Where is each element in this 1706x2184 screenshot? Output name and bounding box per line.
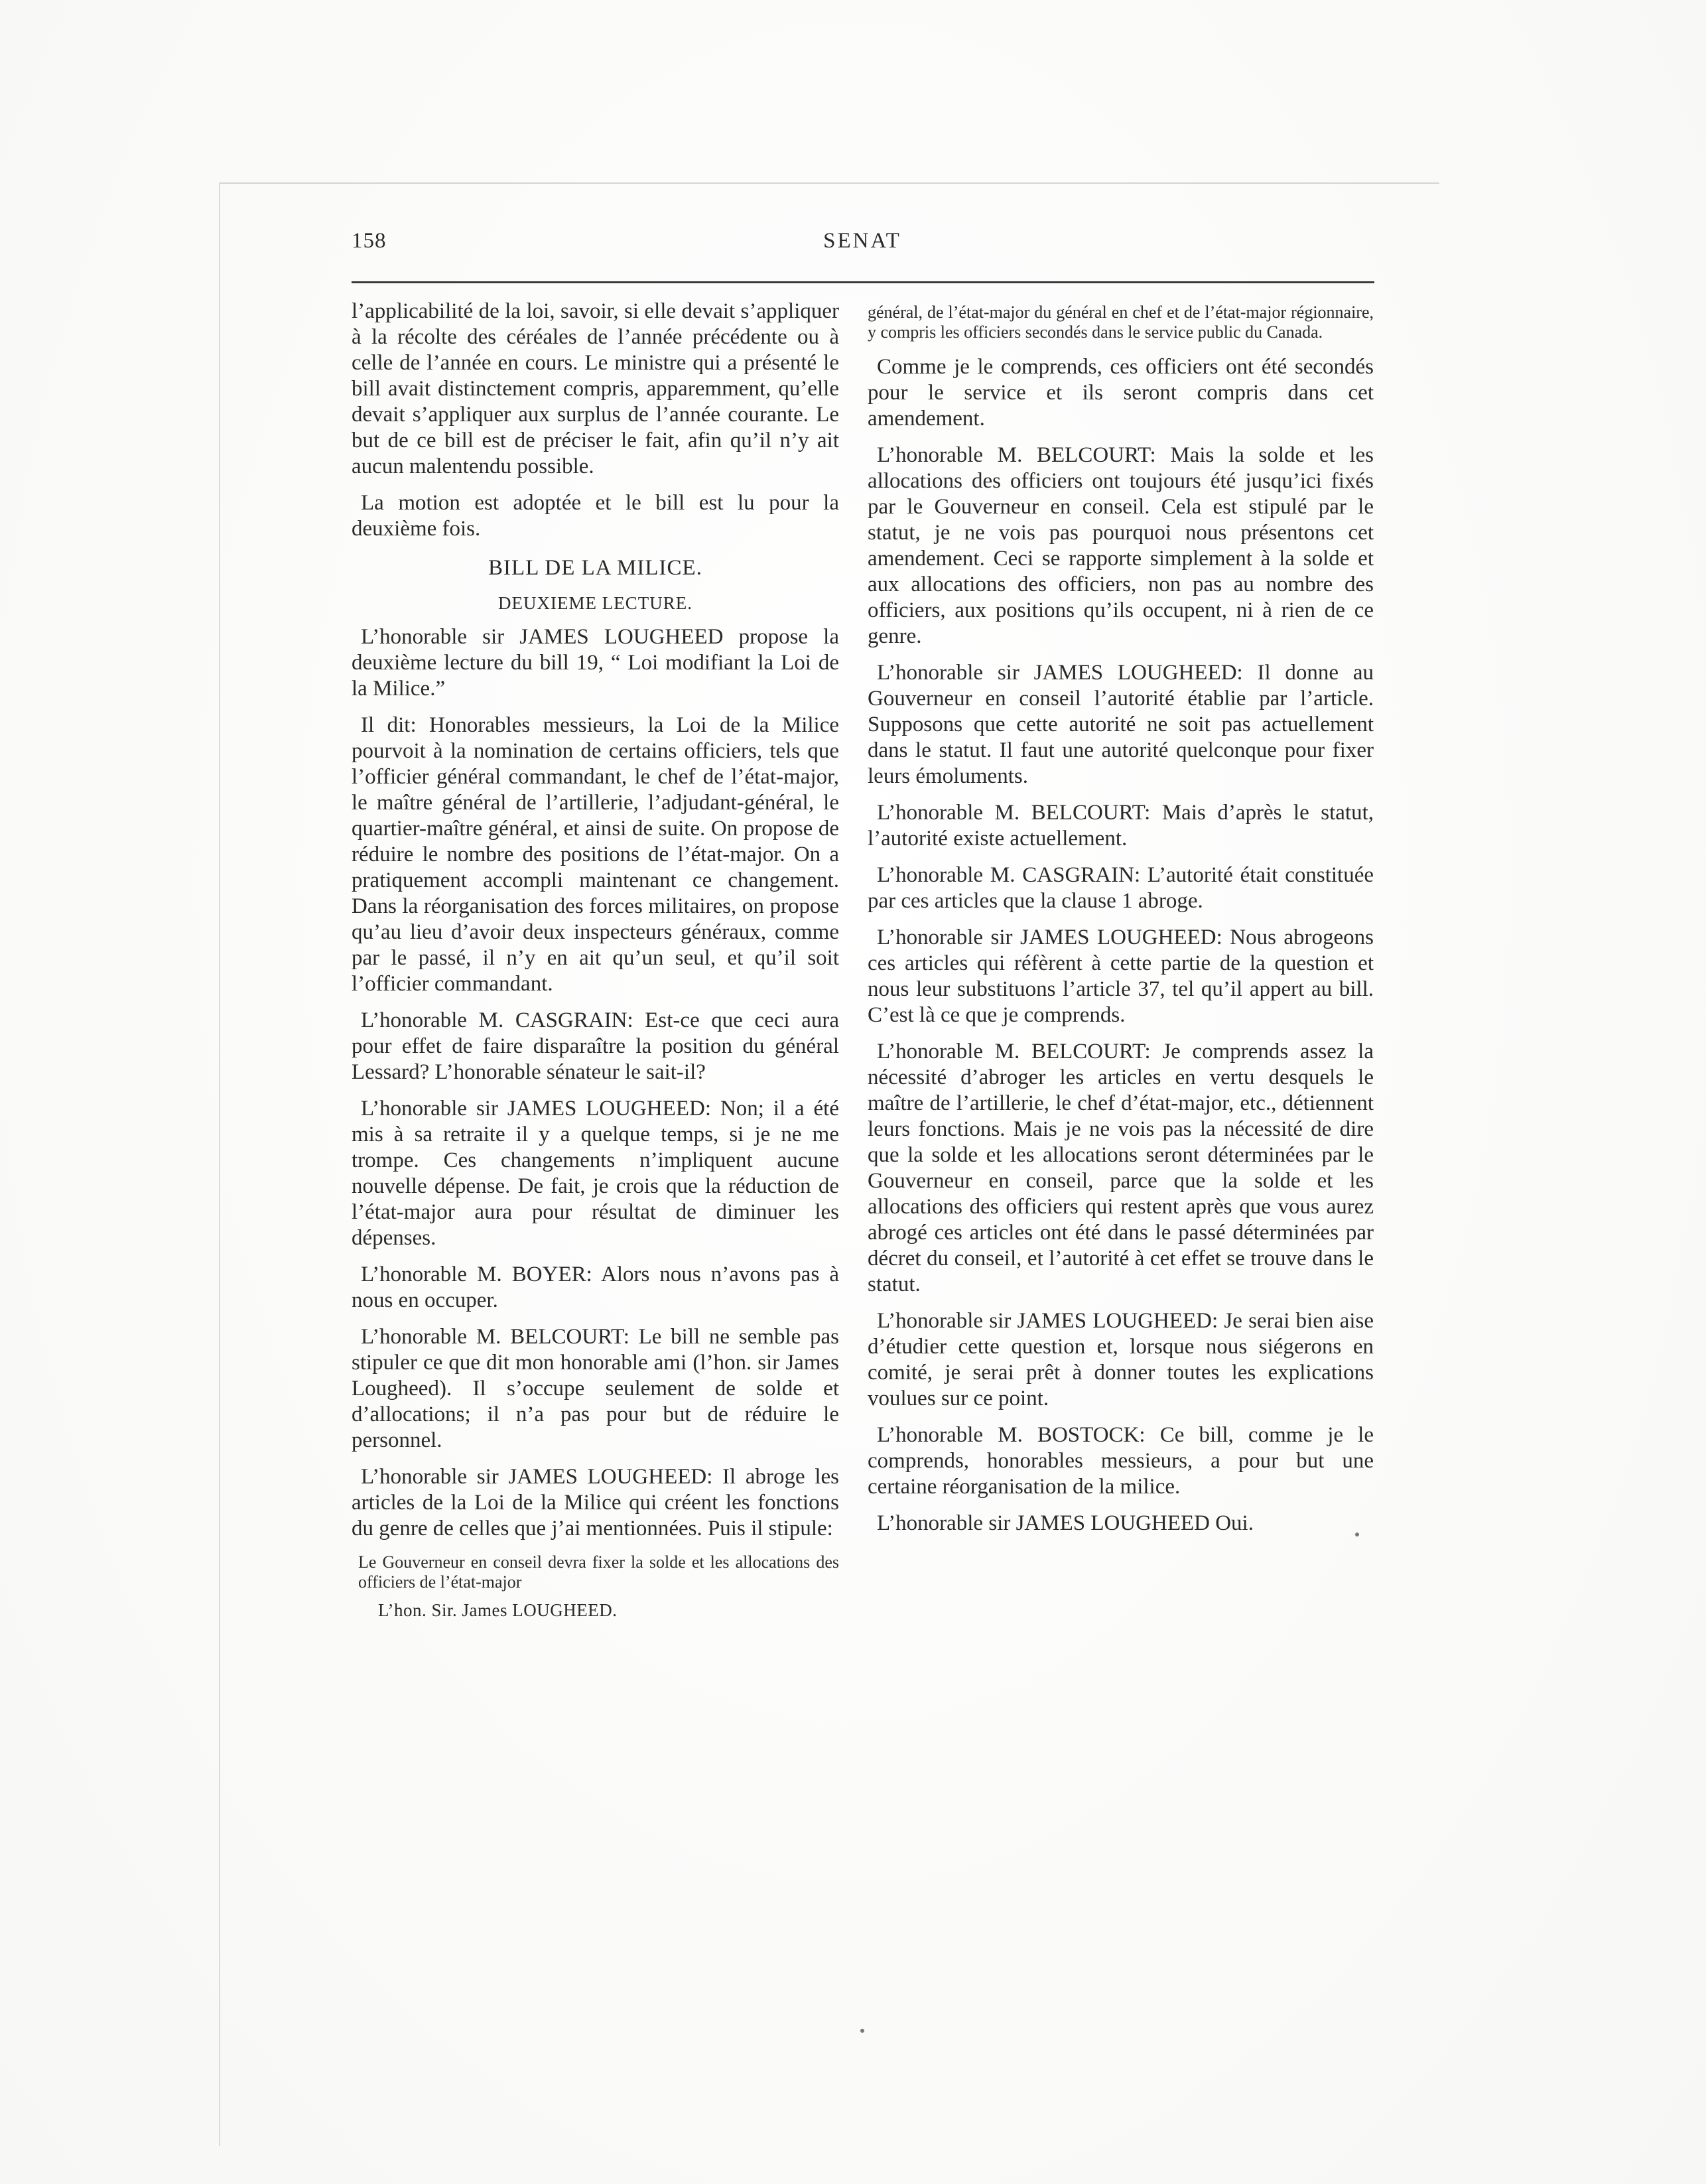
paragraph: L’honorable M. BELCOURT: Le bill ne semble pas stipuler ce que dit mon honorable ami (l’hon. sir James Lougheed). Il s’occupe seulement de solde et d’allocations; il n’a pas pour but de réduire le personnel. — [352, 1325, 839, 1452]
paragraph: L’honorable sir JAMES LOUGHEED propose la deuxième lecture du bill 19, “ Loi modifiant la Loi de la Milice.” — [352, 625, 839, 701]
running-head — [352, 229, 1373, 269]
paragraph: Il dit: Honorables messieurs, la Loi de la Milice pourvoit à la nomination de certains officiers, tels que l’officier général commandant, le chef de l’état-major, le maître général de l’artillerie, l’adjudant-général, le quartier-maître général, et ainsi de suite. On propose de réduire le nombre des positions de l’état-major. On a pratiquement accompli maintenant ce changement. Dans la réorganisation des forces militaires, on propose qu’au lieu d’avoir deux inspecteurs généraux, comme par le passé, il n’y en ait qu’un seul, et qu’il soit l’officier commandant. — [352, 713, 839, 996]
paragraph: L’honorable M. BELCOURT: Mais la solde et les allocations des officiers ont toujours été jusqu’ici fixés par le Gouverneur en conseil. Cela est stipulé par le statut, je ne vois pas pourquoi nous présentons cet amendement. Ceci se rapporte simplement à la solde et aux allocations des officiers, non pas au nombre des officiers, aux positions qu’ils occupent, ni à rien de ce genre. — [868, 443, 1374, 648]
header-rule — [352, 281, 1374, 283]
right-column — [868, 299, 1374, 1547]
paragraph: La motion est adoptée et le bill est lu pour la deuxième fois. — [352, 491, 839, 541]
page-edge-top — [219, 182, 1439, 184]
paragraph: L’honorable sir JAMES LOUGHEED Oui. — [877, 1511, 1254, 1535]
paragraph: L’honorable M. BOYER: Alors nous n’avons pas à nous en occuper. — [352, 1263, 839, 1312]
paragraph: L’honorable sir JAMES LOUGHEED: Nous abrogeons ces articles qui réfèrent à cette partie de la question et nous leur substituons l’article 37, tel qu’il appert au bill. C’est là ce que je comprends. — [868, 925, 1374, 1027]
paragraph: l’applicabilité de la loi, savoir, si elle devait s’appliquer à la récolte des céréales de l’année précédente ou à celle de l’année en cours. Le ministre qui a présenté le bill avait distinctement compris, apparemment, qu’elle devait s’appliquer aux surplus de l’année courante. Le but de ce bill est de préciser le fait, afin qu’il n’y ait aucun malentendu possible. — [352, 299, 839, 478]
paragraph: L’honorable M. BELCOURT: Je comprends assez la nécessité d’abroger les articles en vertu desquels le maître de l’artillerie, le chef d’état-major, etc., détiennent leurs fonctions. Mais je ne vois pas la nécessité de dire que la solde et les allocations seront déterminées par le Gouverneur en conseil, parce que la solde et les allocations des officiers qui restent après que vous aurez abrogé ces articles ont été dans le passé déterminées par décret du conseil, et l’autorité à cet effet se trouve dans le statut. — [868, 1040, 1374, 1296]
paragraph: L’honorable M. CASGRAIN: Est-ce que ceci aura pour effet de faire disparaître la position du général Lessard? L’honorable sénateur le sait-il? — [352, 1008, 839, 1084]
paragraph: L’honorable sir JAMES LOUGHEED: Non; il a été mis à sa retraite il y a quelque temps, si je ne me trompe. Ces changements n’impliquent aucune nouvelle dépense. De fait, je crois que la réduction de l’état-major aura pour résultat de diminuer les dépenses. — [352, 1097, 839, 1250]
quoted-clause: Le Gouverneur en conseil devra fixer la solde et les allocations des officiers de l’état-major — [358, 1552, 839, 1592]
paragraph: L’honorable M. BOSTOCK: Ce bill, comme je le comprends, honorables messieurs, a pour but une certaine réorganisation de la milice. — [868, 1423, 1374, 1499]
scan-speck — [1355, 1533, 1359, 1536]
journal-title: SENAT — [823, 229, 901, 253]
left-column — [352, 299, 839, 1634]
section-subheading: DEUXIEME LECTURE. — [498, 593, 692, 613]
paragraph: L’honorable sir JAMES LOUGHEED: Je serai bien aise d’étudier cette question et, lorsque nous siégerons en comité, je serai prêt à donner toutes les explications voulues sur ce point. — [868, 1309, 1374, 1410]
quoted-clause-continued: général, de l’état-major du général en chef et de l’état-major régionnaire, y compris les officiers secondés dans le service public du Canada. — [868, 303, 1374, 342]
page-number: 158 — [352, 229, 387, 253]
paragraph: L’honorable sir JAMES LOUGHEED: Il abroge les articles de la Loi de la Milice qui créent les fonctions du genre de celles que j’ai mentionnées. Puis il stipule: — [352, 1465, 839, 1540]
paragraph: L’honorable M. BELCOURT: Mais d’après le statut, l’autorité existe actuellement. — [868, 801, 1374, 851]
section-heading: BILL DE LA MILICE. — [488, 556, 702, 580]
paragraph: L’honorable sir JAMES LOUGHEED: Il donne au Gouverneur en conseil l’autorité établie par l’article. Supposons que cette autorité ne soit pas actuellement dans le statut. Il faut une autorité quelconque pour fixer leurs émoluments. — [868, 661, 1374, 788]
page-edge-left — [219, 182, 220, 2146]
paragraph: L’honorable M. CASGRAIN: L’autorité était constituée par ces articles que la clause 1 abroge. — [868, 863, 1374, 913]
page-footer: L’hon. Sir. James LOUGHEED. — [378, 1600, 618, 1620]
paragraph: Comme je le comprends, ces officiers ont été secondés pour le service et ils seront compris dans cet amendement. — [868, 355, 1374, 431]
scan-speck — [860, 2029, 864, 2033]
